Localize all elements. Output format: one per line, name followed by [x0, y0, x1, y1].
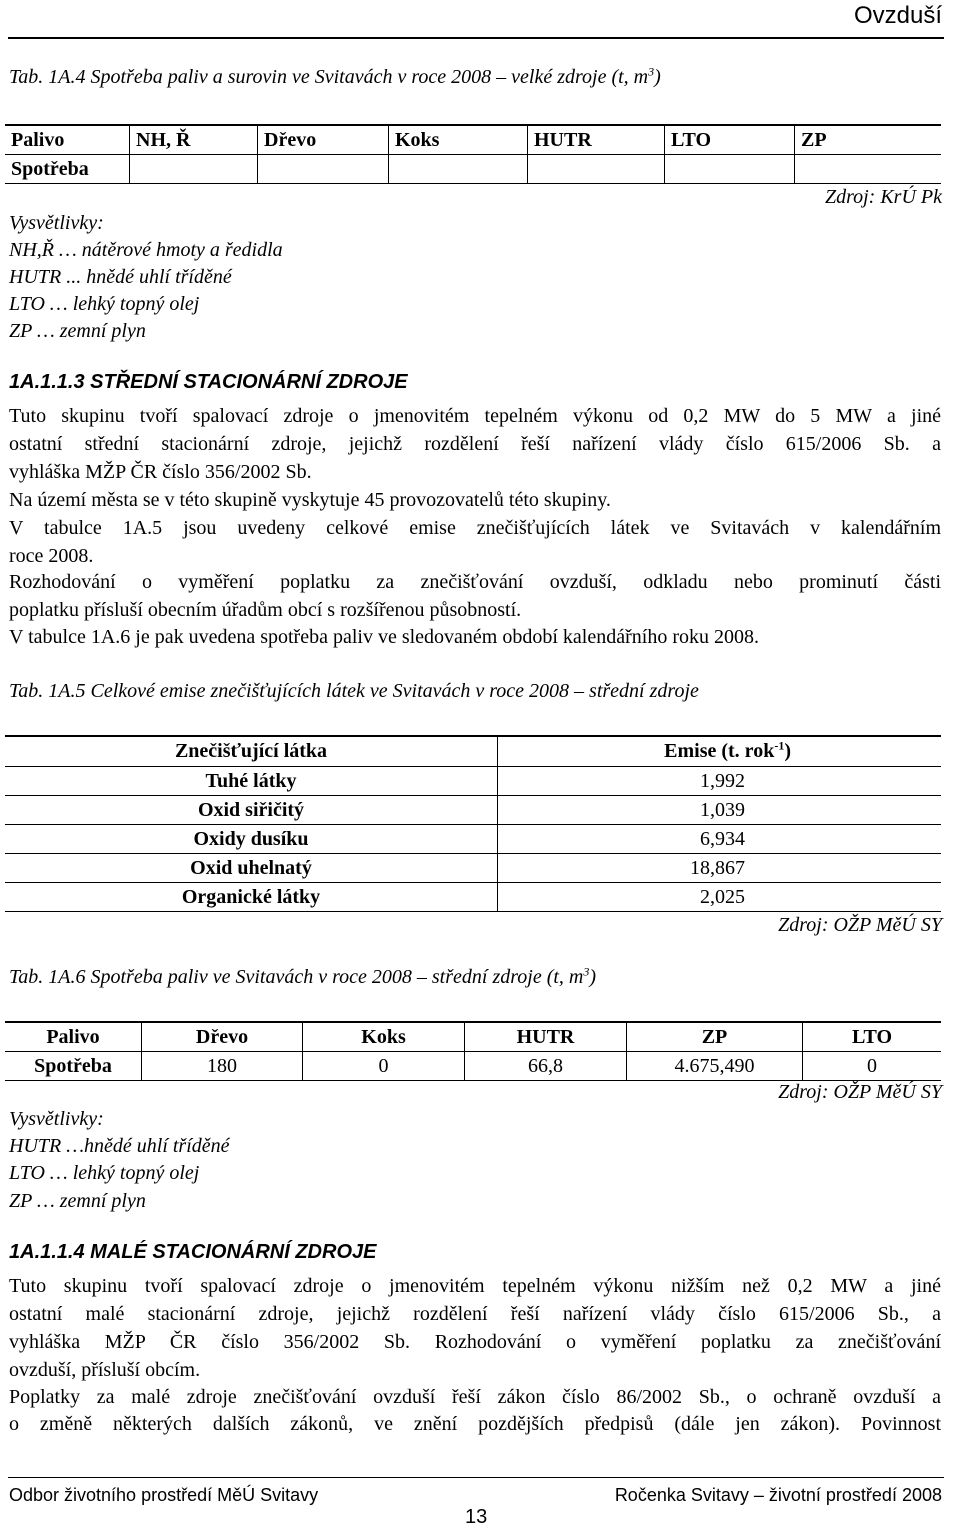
section-heading: 1A.1.1.4 MALÉ STACIONÁRNÍ ZDROJE — [9, 1241, 377, 1263]
paragraph-line: Na území města se v této skupině vyskytuje 45 provozovatelů této skupiny. — [9, 489, 611, 511]
table-cell: 180 — [142, 1052, 303, 1081]
table-cell: Dřevo — [142, 1022, 303, 1052]
table-cell: Koks — [303, 1022, 465, 1052]
table-cell: ZP — [795, 125, 942, 155]
table-cell: Palivo — [11, 128, 65, 151]
table-cell: 0 — [803, 1052, 942, 1081]
legend-item: HUTR ... hnědé uhlí tříděné — [9, 266, 232, 288]
table-cell: Tuhé látky — [205, 769, 297, 792]
table-cell: LTO — [665, 125, 795, 155]
table-cell — [795, 155, 942, 184]
table-cell — [130, 155, 258, 184]
table-row — [5, 736, 941, 767]
table-cell: Koks — [389, 125, 528, 155]
paragraph-line: Tuto skupinu tvoří spalovací zdroje o jmenovitém tepelném výkonu nižším než 0,2 MW a jiné — [9, 1275, 941, 1297]
paragraph-line: V tabulce 1A.6 je pak uvedena spotřeba paliv ve sledovaném období kalendářního roku 2008. — [9, 626, 759, 648]
legend-title: Vysvětlivky: — [9, 1108, 104, 1130]
table-cell: Spotřeba — [11, 157, 89, 180]
paragraph-line: poplatku přísluší obecním úřadům obcí s rozšířenou působností. — [9, 599, 522, 621]
table-row — [5, 125, 941, 155]
paragraph-line: ostatní střední stacionární zdroje, jejichž rozdělení řeší nařízení vlády číslo 615/2006 Sb. a — [9, 433, 941, 455]
table-1a6-caption: Tab. 1A.6 Spotřeba paliv ve Svitavách v roce 2008 – střední zdroje (t, $m^3$) — [9, 964, 597, 988]
legend-title: Vysvětlivky: — [9, 212, 104, 234]
paragraph-line: Rozhodování o vyměření poplatku za znečišťování ovzduší, odkladu nebo prominutí části — [9, 571, 941, 593]
legend-item: ZP … zemní plyn — [9, 1190, 146, 1212]
table-1a6 — [5, 1021, 941, 1081]
table-row — [5, 854, 941, 883]
table-header-emission: Emise (t. rok$^{-1}$) — [498, 736, 942, 767]
page-number: 13 — [465, 1506, 488, 1528]
header-rule — [8, 37, 944, 39]
paragraph-line: roce 2008. — [9, 545, 94, 567]
table-cell: ZP — [627, 1022, 803, 1052]
table-cell: Dřevo — [258, 125, 389, 155]
section-heading: 1A.1.1.3 STŘEDNÍ STACIONÁRNÍ ZDROJE — [9, 371, 408, 393]
table-row — [5, 1022, 941, 1052]
table-cell: LTO — [803, 1022, 942, 1052]
paragraph-line: ostatní malé stacionární zdroje, jejichž rozdělení řeší nařízení vlády číslo 615/2006 Sb., a — [9, 1303, 941, 1325]
table-cell — [665, 155, 795, 184]
paragraph-line: vyhláška MŽP ČR číslo 356/2002 Sb. — [9, 461, 312, 483]
legend-item: LTO … lehký topný olej — [9, 293, 200, 315]
table-cell: 0 — [303, 1052, 465, 1081]
table-cell — [528, 155, 665, 184]
table-cell: Oxid uhelnatý — [190, 856, 312, 879]
legend-item: ZP … zemní plyn — [9, 320, 146, 342]
table-cell: 18,867 — [498, 854, 942, 883]
table-row — [5, 767, 941, 796]
table-row — [5, 825, 941, 854]
table-row — [5, 1052, 941, 1081]
table-1a4-source: Zdroj: KrÚ Pk — [824, 186, 942, 208]
table-1a4-caption: Tab. 1A.4 Spotřeba paliv a surovin ve Svitavách v roce 2008 – velké zdroje (t, $m^3$) — [9, 64, 661, 88]
footer-rule — [8, 1477, 944, 1478]
table-cell: Organické látky — [181, 885, 321, 908]
table-cell: 2,025 — [498, 883, 942, 912]
legend-item: HUTR …hnědé uhlí tříděné — [9, 1135, 230, 1157]
table-cell: Oxidy dusíku — [193, 827, 309, 850]
paragraph-line: o změně některých dalších zákonů, ve znění pozdějších předpisů (dále jen zákon). Povinnost — [9, 1413, 941, 1435]
paragraph-line: ovzduší, přísluší obcím. — [9, 1359, 201, 1381]
table-row — [5, 155, 941, 184]
table-cell: 1,039 — [498, 796, 942, 825]
paragraph-line: V tabulce 1A.5 jsou uvedeny celkové emise znečišťujících látek ve Svitavách v kalendářním — [9, 517, 941, 539]
table-header-substance: Znečišťující látka — [174, 740, 328, 762]
footer-right: Ročenka Svitavy – životní prostředí 2008 — [614, 1485, 942, 1505]
table-1a5-source: Zdroj: OŽP MěÚ SY — [778, 914, 942, 936]
table-1a5 — [5, 735, 941, 912]
paragraph-line: Tuto skupinu tvoří spalovací zdroje o jmenovitém tepelném výkonu od 0,2 MW do 5 MW a jiné — [9, 405, 941, 427]
table-1a6-source: Zdroj: OŽP MěÚ SY — [778, 1081, 942, 1103]
table-cell: 66,8 — [465, 1052, 627, 1081]
table-row — [5, 883, 941, 912]
paragraph-line: Poplatky za malé zdroje znečišťování ovzduší řeší zákon číslo 86/2002 Sb., o ochraně ovzduší a — [9, 1386, 941, 1408]
table-1a5-caption: Tab. 1A.5 Celkové emise znečišťujících látek ve Svitavách v roce 2008 – střední zdroje — [9, 680, 699, 702]
table-1a4 — [5, 124, 941, 184]
table-cell: HUTR — [465, 1022, 627, 1052]
table-row — [5, 796, 941, 825]
paragraph-line: vyhláška MŽP ČR číslo 356/2002 Sb. Rozhodování o vyměření poplatku za znečišťování — [9, 1331, 941, 1353]
table-cell: Oxid siřičitý — [197, 798, 305, 821]
table-cell — [389, 155, 528, 184]
table-cell: HUTR — [528, 125, 665, 155]
section-title: Ovzduší — [853, 2, 942, 29]
table-cell: Spotřeba — [34, 1054, 112, 1077]
table-cell: 6,934 — [498, 825, 942, 854]
table-cell: NH, Ř — [130, 125, 258, 155]
table-cell: Palivo — [46, 1025, 100, 1048]
legend-item: LTO … lehký topný olej — [9, 1162, 200, 1184]
table-cell: 4.675,490 — [627, 1052, 803, 1081]
legend-item: NH,Ř … nátěrové hmoty a ředidla — [9, 239, 283, 261]
table-cell: 1,992 — [498, 767, 942, 796]
table-cell — [258, 155, 389, 184]
footer-left: Odbor životního prostředí MěÚ Svitavy — [9, 1485, 319, 1505]
